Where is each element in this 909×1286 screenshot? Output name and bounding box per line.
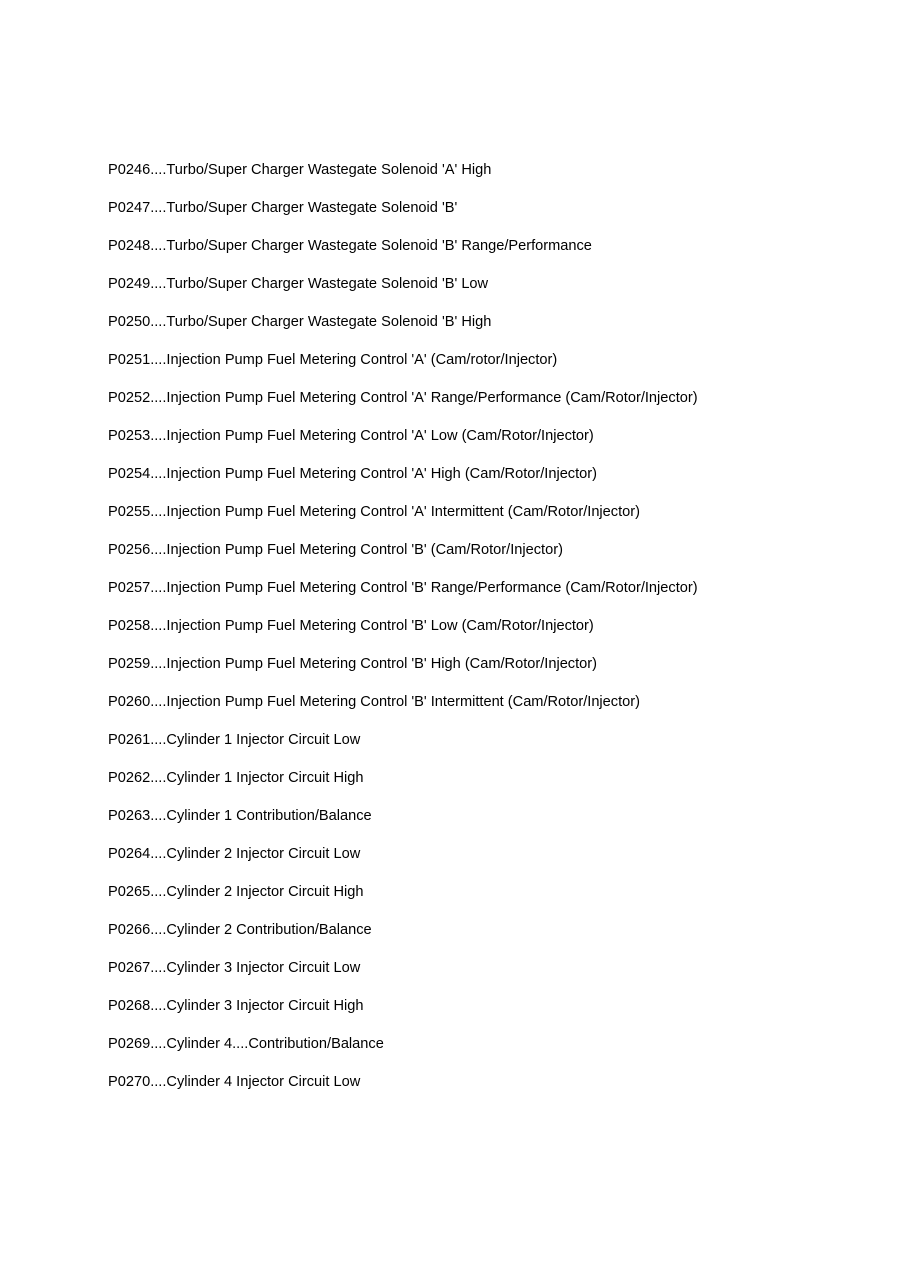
- trouble-code-entry: P0270....Cylinder 4 Injector Circuit Low: [108, 1074, 361, 1090]
- trouble-code-entry: P0251....Injection Pump Fuel Metering Control 'A' (Cam/rotor/Injector): [108, 352, 558, 368]
- trouble-code-list: [108, 160, 698, 1110]
- trouble-code-entry: P0256....Injection Pump Fuel Metering Control 'B' (Cam/Rotor/Injector): [108, 542, 563, 558]
- trouble-code-entry: P0252....Injection Pump Fuel Metering Control 'A' Range/Performance (Cam/Rotor/Injector): [108, 390, 698, 406]
- trouble-code-entry: P0260....Injection Pump Fuel Metering Control 'B' Intermittent (Cam/Rotor/Injector): [108, 694, 640, 710]
- trouble-code-entry: P0250....Turbo/Super Charger Wastegate Solenoid 'B' High: [108, 314, 492, 330]
- trouble-code-entry: P0248....Turbo/Super Charger Wastegate Solenoid 'B' Range/Performance: [108, 238, 592, 254]
- trouble-code-entry: P0269....Cylinder 4....Contribution/Balance: [108, 1036, 384, 1052]
- trouble-code-entry: P0265....Cylinder 2 Injector Circuit High: [108, 884, 364, 900]
- trouble-code-entry: P0255....Injection Pump Fuel Metering Control 'A' Intermittent (Cam/Rotor/Injector): [108, 504, 640, 520]
- trouble-code-entry: P0266....Cylinder 2 Contribution/Balance: [108, 922, 372, 938]
- trouble-code-entry: P0264....Cylinder 2 Injector Circuit Low: [108, 846, 361, 862]
- trouble-code-entry: P0247....Turbo/Super Charger Wastegate Solenoid 'B': [108, 200, 458, 216]
- trouble-code-entry: P0263....Cylinder 1 Contribution/Balance: [108, 808, 372, 824]
- trouble-code-entry: P0259....Injection Pump Fuel Metering Control 'B' High (Cam/Rotor/Injector): [108, 656, 597, 672]
- trouble-code-entry: P0254....Injection Pump Fuel Metering Control 'A' High (Cam/Rotor/Injector): [108, 466, 597, 482]
- trouble-code-entry: P0257....Injection Pump Fuel Metering Control 'B' Range/Performance (Cam/Rotor/Injector): [108, 580, 698, 596]
- trouble-code-entry: P0249....Turbo/Super Charger Wastegate Solenoid 'B' Low: [108, 276, 489, 292]
- trouble-code-entry: P0258....Injection Pump Fuel Metering Control 'B' Low (Cam/Rotor/Injector): [108, 618, 594, 634]
- trouble-code-entry: P0253....Injection Pump Fuel Metering Control 'A' Low (Cam/Rotor/Injector): [108, 428, 594, 444]
- trouble-code-entry: P0246....Turbo/Super Charger Wastegate Solenoid 'A' High: [108, 162, 492, 178]
- trouble-code-entry: P0268....Cylinder 3 Injector Circuit High: [108, 998, 364, 1014]
- trouble-code-entry: P0262....Cylinder 1 Injector Circuit High: [108, 770, 364, 786]
- trouble-code-entry: P0267....Cylinder 3 Injector Circuit Low: [108, 960, 361, 976]
- trouble-code-entry: P0261....Cylinder 1 Injector Circuit Low: [108, 732, 361, 748]
